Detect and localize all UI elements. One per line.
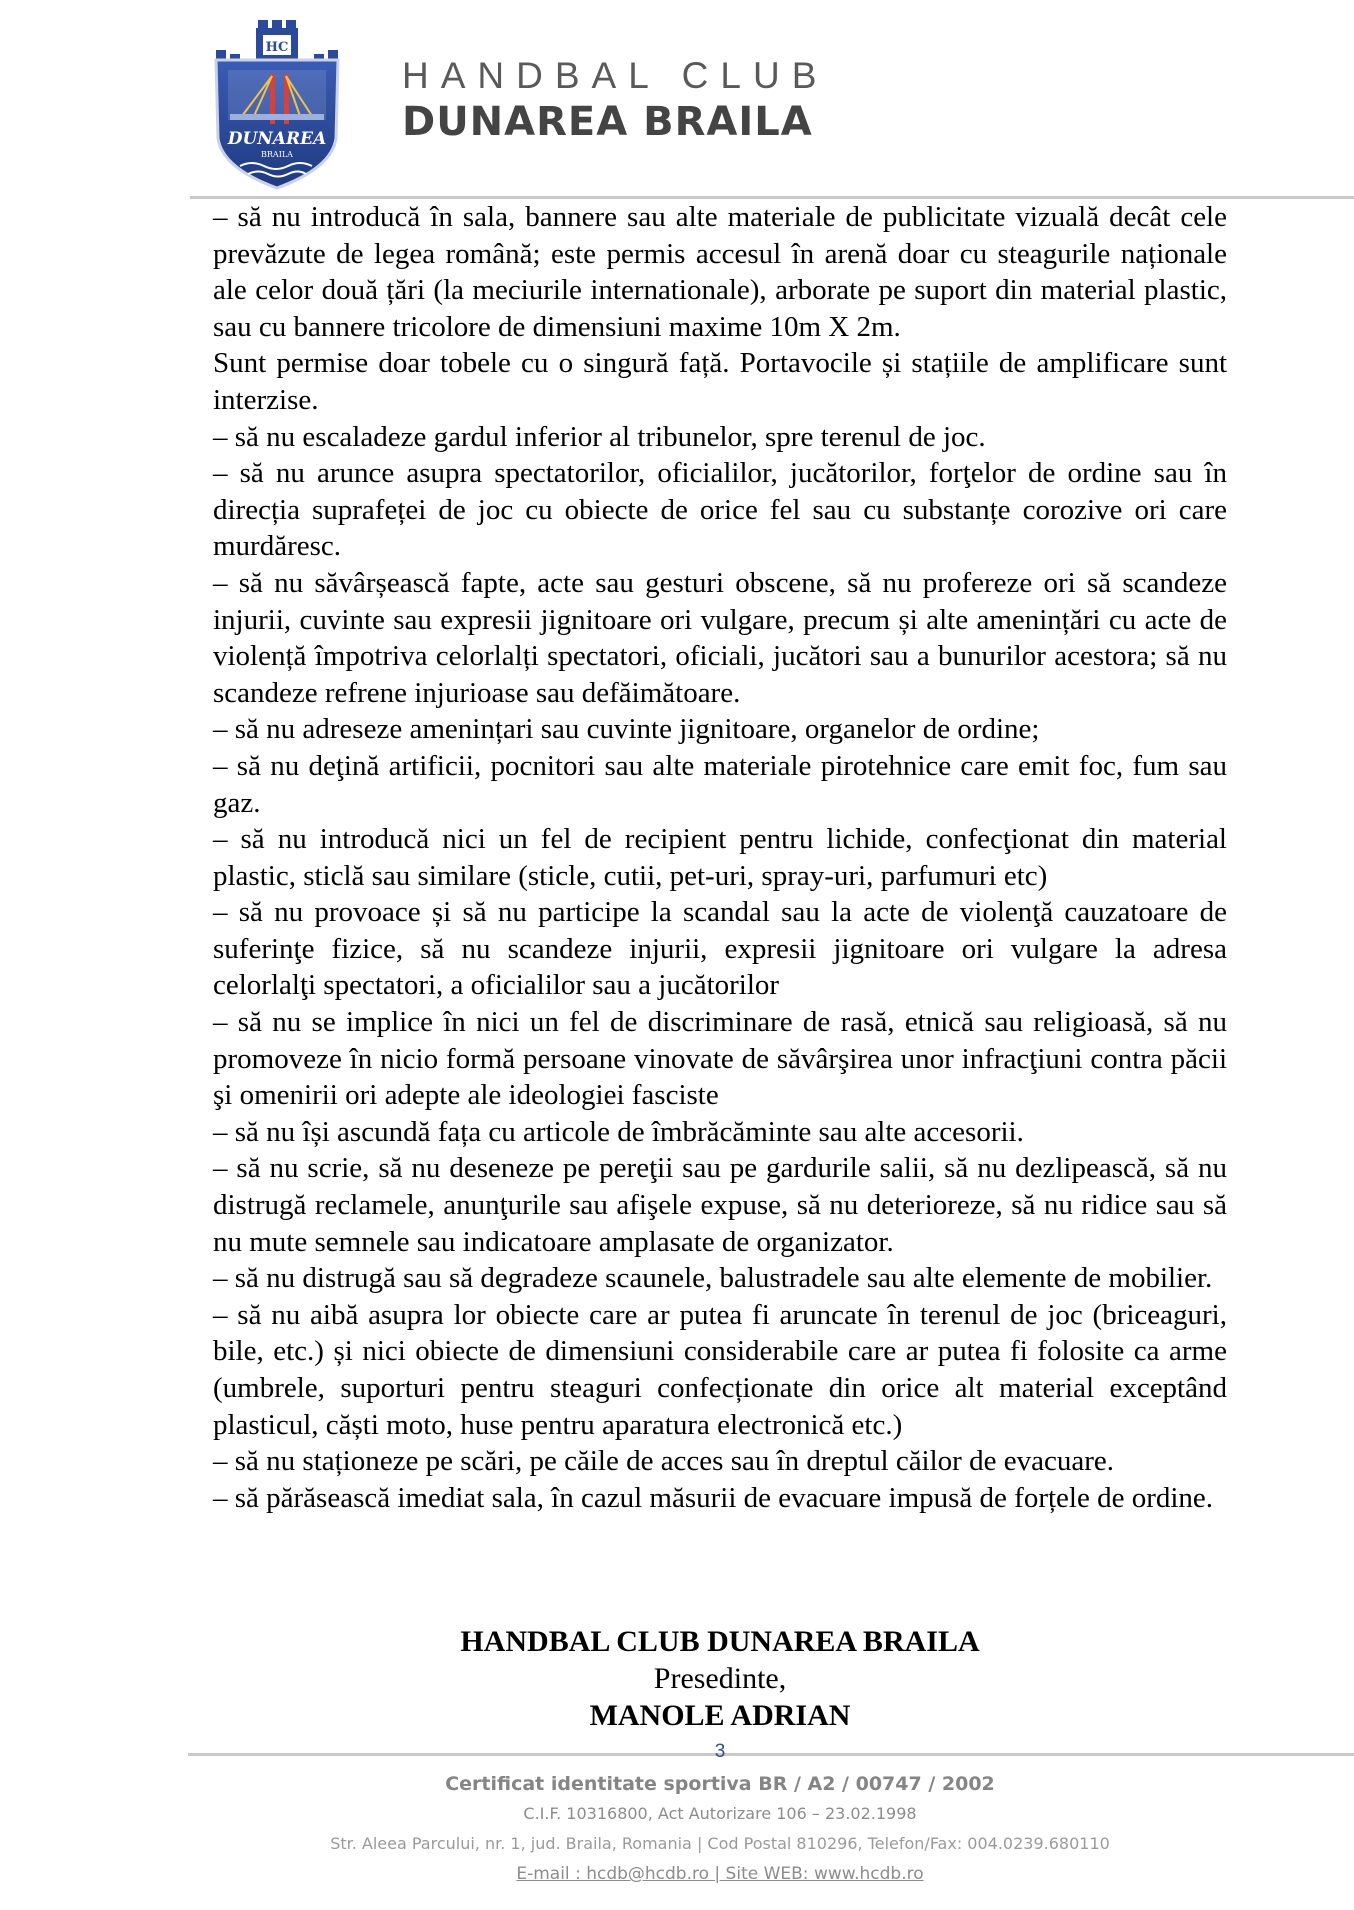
club-crest-icon [212, 18, 342, 196]
paragraph: – să nu scrie, să nu deseneze pe pereţii sau pe gardurile salii, să nu dezlipească, să nu distrugă reclamele, anunţurile sau afişele expuse, să nu deterioreze, să nu ridice sau să nu mute semnele sau indicatoare amplasate de organizator. [213, 1152, 1227, 1258]
signature-block [0, 1623, 1354, 1734]
paragraph: – să nu adreseze amenințari sau cuvinte jignitoare, organelor de ordine; [213, 713, 1040, 746]
club-crest-logo [212, 18, 342, 196]
paragraph: – să nu staționeze pe scări, pe căile de acces sau în dreptul căilor de evacuare. [213, 1445, 1114, 1478]
letterhead-title [402, 56, 828, 148]
paragraph: – să nu săvârșească fapte, acte sau gesturi obscene, să nu profereze ori să scandeze injurii, cuvinte sau expresii jignitoare ori vulgare, precum și alte amenințări cu acte de violență împotriva celorlalți spectatori, oficiali, jucători sau a bunurilor acestora; să nu scandeze refrene injurioase sau defăimătoare. [213, 566, 1227, 709]
page-number: 3 [714, 1741, 726, 1762]
paragraph: – să nu escaladeze gardul inferior al tribunelor, spre terenul de joc. [213, 420, 986, 453]
footer-address: Str. Aleea Parcului, nr. 1, jud. Braila, Romania | Cod Postal 810296, Telefon/Fax: 004.0239.680110 [330, 1834, 1110, 1853]
footer-divider [188, 1753, 1354, 1756]
paragraph: – să părăsească imediat sala, în cazul măsurii de evacuare impusă de forțele de ordine. [213, 1481, 1214, 1514]
crest-city: BRAILA [261, 150, 293, 159]
document-body [213, 199, 1227, 1516]
paragraph: – să nu își ascundă fața cu articole de îmbrăcăminte sau alte accesorii. [213, 1115, 1024, 1148]
paragraph: – să nu aibă asupra lor obiecte care ar putea fi aruncate în terenul de joc (briceaguri, bile, etc.) și nici obiecte de dimensiuni considerabile care ar putea fi folosite ca arme (umbrele, suporturi pentru steaguri confecționate din orice alt material exceptând plasticul, căști moto, huse pentru aparatura electronică etc.) [213, 1298, 1227, 1441]
signature-name: MANOLE ADRIAN [589, 1699, 851, 1732]
letterhead-line1: HANDBAL CLUB [402, 55, 829, 96]
paragraph: – să nu deţină artificii, pocnitori sau alte materiale pirotehnice care emit foc, fum sau gaz. [213, 749, 1227, 819]
footer-contact-links[interactable]: E-mail : hcdb@hcdb.ro | Site WEB: www.hcdb.ro [516, 1864, 924, 1884]
signature-role: Presedinte, [653, 1662, 787, 1695]
footer-certificate: Certificat identitate sportiva BR / A2 / 00747 / 2002 [445, 1773, 995, 1795]
footer-fiscal-code: C.I.F. 10316800, Act Autorizare 106 – 23.02.1998 [523, 1804, 917, 1823]
paragraph: Sunt permise doar tobele cu o singură față. Portavocile și stațiile de amplificare sunt interzise. [213, 347, 1227, 416]
paragraph: – să nu provoace și să nu participe la scandal sau la acte de violenţă cauzatoare de suferinţe fizice, să nu scandeze injurii, expresii jignitoare ori vulgare la adresa celorlalţi spectatori, a oficialilor sau a jucătorilor [213, 896, 1227, 1002]
paragraph: – să nu introducă în sala, bannere sau alte materiale de publicitate vizuală decât cele prevăzute de legea română; este permis accesul în arenă doar cu steagurile naționale ale celor două țări (la meciurile internationale), arborate pe suport din material plastic, sau cu bannere tricolore de dimensiuni maxime 10m X 2m. [213, 201, 1227, 343]
paragraph: – să nu se implice în nici un fel de discriminare de rasă, etnică sau religioasă, să nu promoveze în nicio formă persoane vinovate de săvârşirea unor infracţiuni contra păcii şi omenirii ori adepte ale ideologiei fasciste [213, 1006, 1227, 1112]
paragraph: – să nu arunce asupra spectatorilor, oficialilor, jucătorilor, forţelor de ordine sau în direcția suprafeței de joc cu obiecte de orice fel sau cu substanțe corozive ori care murdăresc. [213, 457, 1227, 563]
crest-name: DUNAREA [227, 129, 327, 149]
paragraph: – să nu distrugă sau să degradeze scaunele, balustradele sau alte elemente de mobilier. [213, 1262, 1213, 1295]
paragraph: – să nu introducă nici un fel de recipient pentru lichide, confecţionat din material plastic, sticlă sau similare (sticle, cutii, pet-uri, spray-uri, parfumuri etc) [213, 823, 1227, 892]
signature-organization: HANDBAL CLUB DUNAREA BRAILA [460, 1625, 980, 1658]
crest-initials: HC [265, 40, 289, 55]
letterhead-line2: DUNAREA BRAILA [402, 99, 813, 145]
footer [0, 1769, 1354, 1889]
